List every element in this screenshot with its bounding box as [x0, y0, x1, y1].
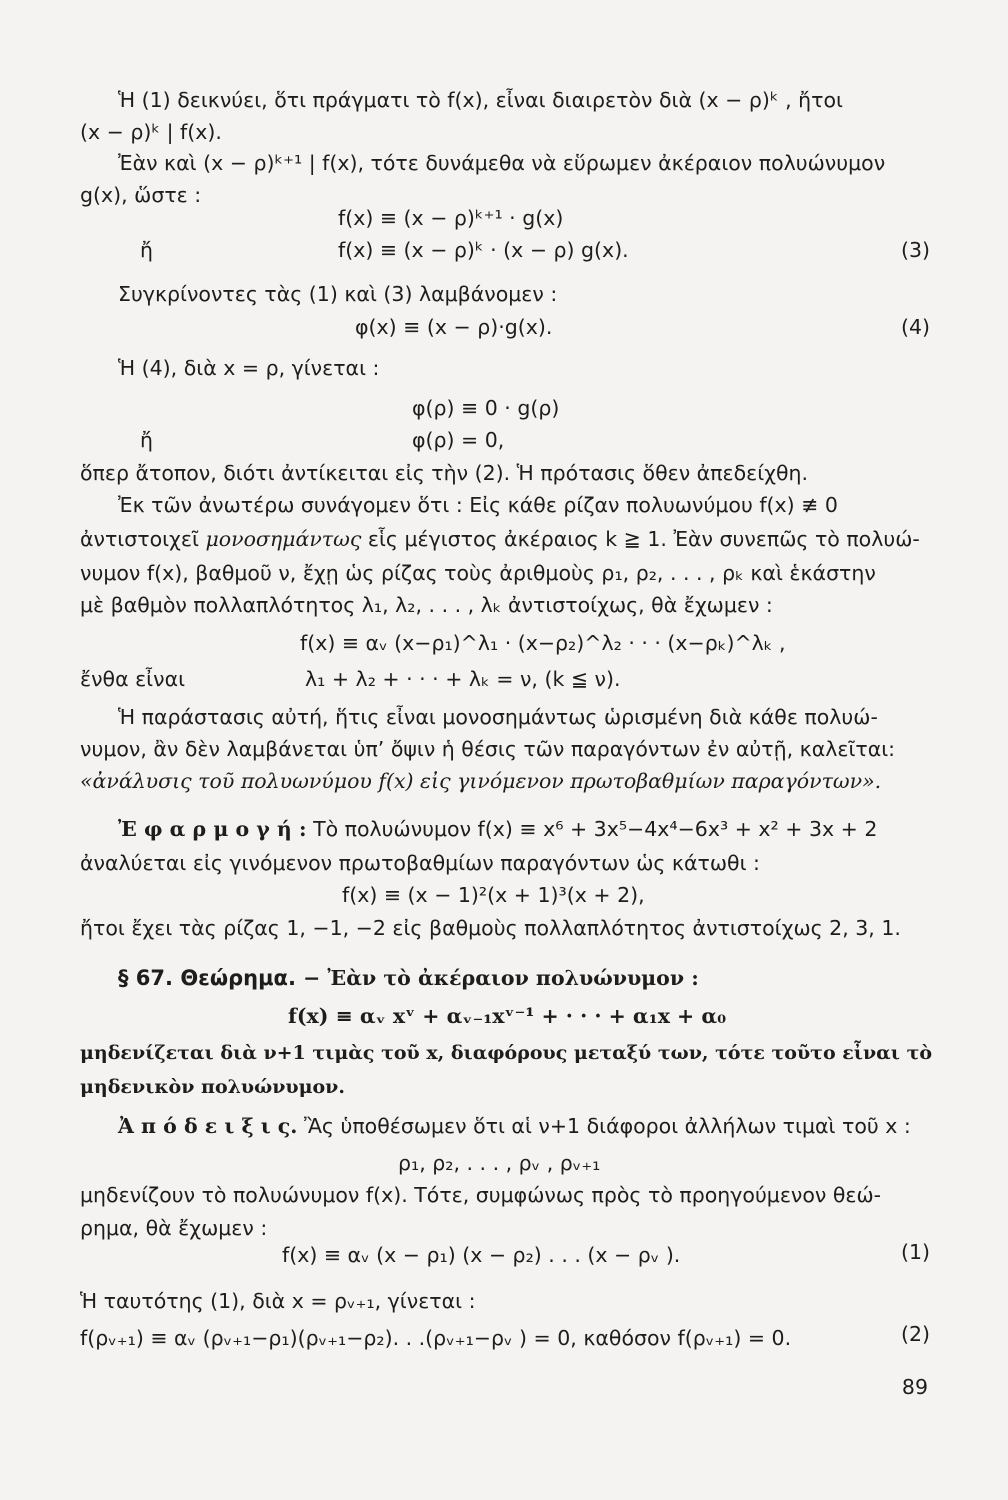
theorem-intro: − Ἐὰν τὸ ἀκέραιον πολυώνυμον :	[295, 966, 699, 990]
application-heading: Ἐ φ α ρ μ ο γ ή :	[118, 817, 307, 841]
text-line: ἤτοι ἔχει τὰς ρίζας 1, −1, −2 εἰς βαθμοὺς πολλαπλότητος ἀντιστοίχως 2, 3, 1.	[80, 916, 901, 940]
equation-number: (4)	[900, 315, 930, 339]
italic-definition: «ἀνάλυσις τοῦ πολυωνύμου f(x) εἰς γινόμενον πρωτοβαθμίων παραγόντων».	[80, 769, 882, 793]
text-line: νυμον f(x), βαθμοῦ ν, ἔχῃ ὡς ρίζας τοὺς ἀριθμοὺς ρ₁, ρ₂, . . . , ρₖ καὶ ἑκάστην	[80, 561, 876, 585]
theorem-text: μηδενίζεται διὰ ν+1 τιμὰς τοῦ x, διαφόρους μεταξύ των, τότε τοῦτο εἶναι τὸ	[80, 1042, 933, 1064]
equation: f(x) ≡ αᵥ (x−ρ₁)^λ₁ · (x−ρ₂)^λ₂ · · · (x−ρₖ)^λₖ ,	[300, 631, 786, 655]
equation: f(x) ≡ (x − 1)²(x + 1)³(x + 2),	[342, 883, 645, 907]
equation: φ(x) ≡ (x − ρ)·g(x).	[355, 315, 553, 339]
text-line: ἔνθα εἶναι	[80, 667, 186, 691]
equation: f(x) ≡ (x − ρ)ᵏ⁺¹ · g(x)	[338, 206, 564, 230]
text-line: (x − ρ)ᵏ | f(x).	[80, 120, 222, 144]
theorem-text: μηδενικὸν πολυώνυμον.	[80, 1076, 345, 1098]
equation: λ₁ + λ₂ + · · · + λₖ = ν, (k ≦ ν).	[305, 667, 621, 691]
text-line	[80, 526, 920, 552]
proof-heading: Ἀ π ό δ ε ι ξ ι ς.	[118, 1114, 298, 1138]
text-line: Ἡ (4), διὰ x = ρ, γίνεται :	[118, 356, 380, 380]
equation: f(x) ≡ (x − ρ)ᵏ · (x − ρ) g(x).	[338, 238, 629, 262]
text-span: Τὸ πολυώνυμον f(x) ≡ x⁶ + 3x⁵−4x⁴−6x³ + x² + 3x + 2	[306, 817, 878, 841]
text-line: Συγκρίνοντες τὰς (1) καὶ (3) λαμβάνομεν :	[118, 282, 558, 306]
text-line: Ἡ (1) δεικνύει, ὅτι πράγματι τὸ f(x), εἶναι διαιρετὸν διὰ (x − ρ)ᵏ , ἤτοι	[118, 88, 843, 112]
equation-number: (2)	[900, 1322, 930, 1346]
text-line	[118, 1113, 911, 1139]
text-line: ἀναλύεται εἰς γινόμενον πρωτοβαθμίων παραγόντων ὡς κάτωθι :	[80, 851, 760, 875]
equation: φ(ρ) = 0,	[412, 428, 505, 452]
equation: φ(ρ) ≡ 0 · g(ρ)	[412, 396, 560, 420]
text-line: μηδενίζουν τὸ πολυώνυμον f(x). Τότε, συμφώνως πρὸς τὸ προηγούμενον θεώ-	[80, 1183, 882, 1207]
equation: f(ρᵥ₊₁) ≡ αᵥ (ρᵥ₊₁−ρ₁)(ρᵥ₊₁−ρ₂). . .(ρᵥ₊₁−ρᵥ ) = 0, καθόσον f(ρᵥ₊₁) = 0.	[80, 1326, 792, 1350]
equation-number: (1)	[900, 1240, 930, 1264]
text-line: ὅπερ ἄτοπον, διότι ἀντίκειται εἰς τὴν (2). Ἡ πρότασις ὅθεν ἀπεδείχθη.	[80, 461, 809, 485]
text-line: Ἐκ τῶν ἀνωτέρω συνάγομεν ὅτι : Εἰς κάθε ρίζαν πολυωνύμου f(x) ≢ 0	[118, 493, 838, 517]
text-span: ἀντιστοιχεῖ	[80, 527, 206, 551]
theorem-equation: f(x) ≡ αᵥ xᵛ + αᵥ₋₁xᵛ⁻¹ + · · · + α₁x + α₀	[288, 1004, 727, 1028]
equation: f(x) ≡ αᵥ (x − ρ₁) (x − ρ₂) . . . (x − ρᵥ ).	[282, 1243, 681, 1267]
text-line: Ἐὰν καὶ (x − ρ)ᵏ⁺¹ | f(x), τότε δυνάμεθα νὰ εὕρωμεν ἀκέραιον πολυώνυμον	[118, 151, 886, 175]
text-line: νυμον, ἂν δὲν λαμβάνεται ὑπ’ ὄψιν ἡ θέσις τῶν παραγόντων ἐν αὐτῇ, καλεῖται:	[80, 737, 896, 761]
equation-number: (3)	[900, 238, 930, 262]
text-line: Ἡ παράστασις αὐτή, ἥτις εἶναι μονοσημάντως ὡρισμένη διὰ κάθε πολυώ-	[118, 705, 878, 729]
text-line: ρημα, θὰ ἔχωμεν :	[80, 1216, 268, 1240]
italic-term: μονοσημάντως	[205, 527, 362, 551]
text-line: μὲ βαθμὸν πολλαπλότητος λ₁, λ₂, . . . , λₖ ἀντιστοίχως, θὰ ἔχωμεν :	[80, 593, 773, 617]
equation: ρ₁, ρ₂, . . . , ρᵥ , ρᵥ₊₁	[398, 1151, 601, 1175]
text-span: εἷς μέγιστος ἀκέραιος k ≧ 1. Ἐὰν συνεπῶς τὸ πολυώ-	[361, 527, 920, 551]
theorem-title: § 67. Θεώρημα.	[118, 966, 296, 990]
text-span: Ἂς ὑποθέσωμεν ὅτι αἱ ν+1 διάφοροι ἀλλήλων τιμαὶ τοῦ x :	[297, 1114, 911, 1138]
page-number: 89	[901, 1375, 928, 1399]
text-line: g(x), ὥστε :	[80, 183, 202, 207]
text-line	[118, 816, 877, 842]
text-line: Ἡ ταυτότης (1), διὰ x = ρᵥ₊₁, γίνεται :	[80, 1289, 476, 1313]
conjunction: ἤ	[140, 238, 153, 262]
section-heading	[118, 965, 699, 991]
conjunction: ἤ	[140, 428, 153, 452]
